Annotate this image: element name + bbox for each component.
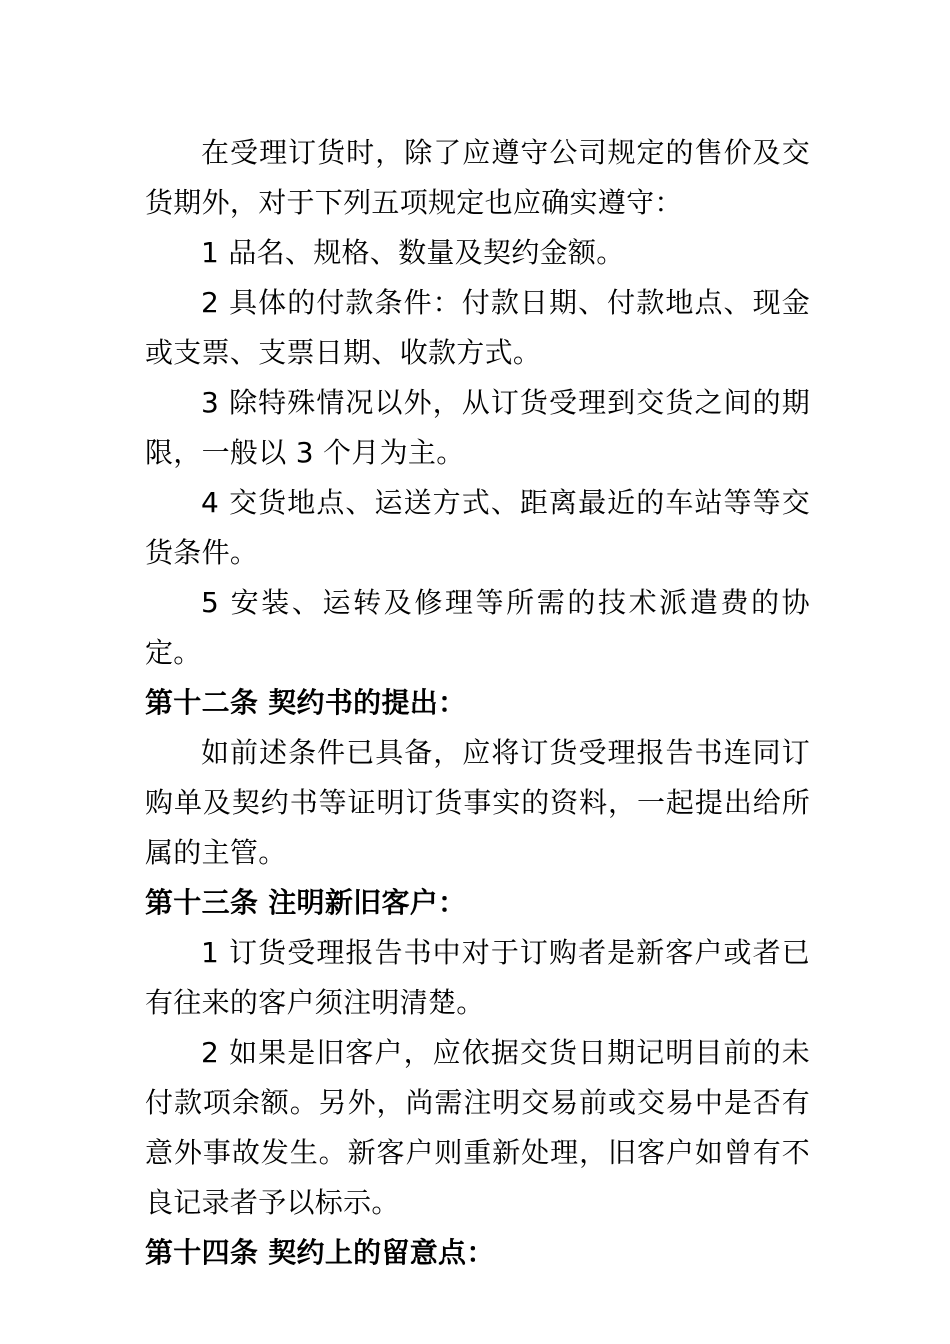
article-13-heading: 第十三条 注明新旧客户：	[145, 886, 467, 919]
list-item-4: 4 交货地点、运送方式、距离最近的车站等等交货条件。	[145, 486, 810, 569]
document-page	[145, 128, 810, 1278]
article-12-paragraph: 如前述条件已具备，应将订货受理报告书连同订购单及契约书等证明订货事实的资料，一起提出给所属的主管。	[145, 736, 810, 869]
article-12-heading: 第十二条 契约书的提出：	[145, 686, 467, 719]
list-item-5: 5 安装、运转及修理等所需的技术派遣费的协定。	[145, 586, 810, 669]
article-13-item-2: 2 如果是旧客户，应依据交货日期记明目前的未付款项余额。另外，尚需注明交易前或交易中是否有意外事故发生。新客户则重新处理，旧客户如曾有不良记录者予以标示。	[145, 1036, 810, 1219]
article-13-item-1: 1 订货受理报告书中对于订购者是新客户或者已有往来的客户须注明清楚。	[145, 936, 810, 1019]
list-item-2: 2 具体的付款条件：付款日期、付款地点、现金或支票、支票日期、收款方式。	[145, 286, 810, 369]
article-14-heading: 第十四条 契约上的留意点：	[145, 1236, 495, 1269]
list-item-1: 1 品名、规格、数量及契约金额。	[201, 236, 625, 269]
list-item-3: 3 除特殊情况以外，从订货受理到交货之间的期限，一般以 3 个月为主。	[145, 386, 810, 469]
intro-paragraph: 在受理订货时，除了应遵守公司规定的售价及交货期外，对于下列五项规定也应确实遵守：	[145, 136, 810, 219]
